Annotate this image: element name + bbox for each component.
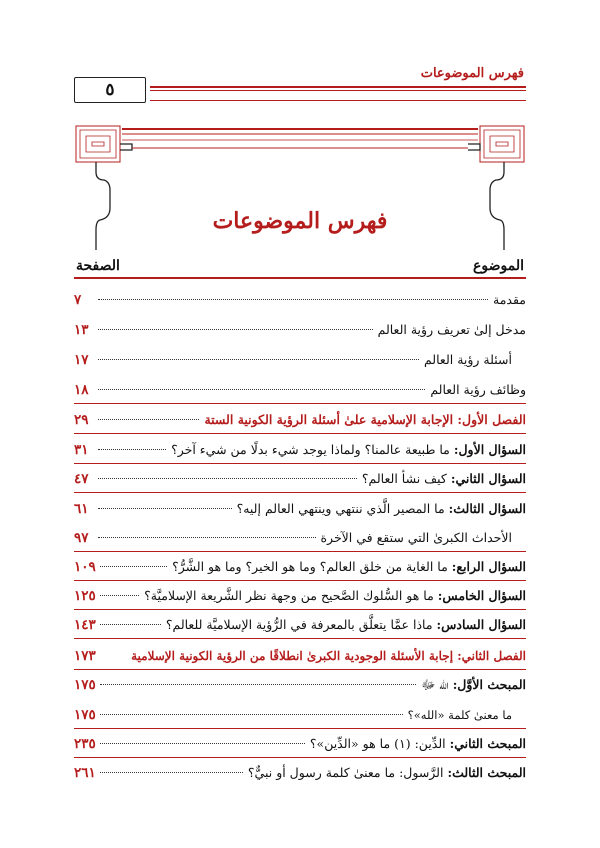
toc-entry-title: ما المصير الَّذي ننتهي وينتهي العالم إليه؟	[236, 501, 445, 516]
toc-entry[interactable]	[74, 615, 526, 635]
toc-entry-prefix: السؤال الأول:	[453, 442, 526, 457]
toc-entry-title: الدِّين: (١) ما هو «الدِّين»؟	[309, 736, 446, 751]
dot-leader	[98, 329, 373, 330]
toc-entry-text	[168, 440, 526, 460]
divider	[74, 551, 526, 552]
toc-entry-prefix: المبحث الأوَّل:	[452, 677, 526, 692]
divider	[74, 638, 526, 639]
toc-entry[interactable]	[74, 290, 526, 310]
dot-leader	[98, 478, 357, 479]
toc-entry-title: ما هو السُّلوك الصَّحيح من وجهة نظر الشَّريعة الإسلاميَّة؟	[144, 588, 434, 603]
dot-leader	[100, 566, 167, 567]
toc-entry-title: ماذا عمَّا يتعلَّق بالمعرفة في الرُّؤية الإسلاميَّة للعالم؟	[165, 617, 433, 632]
toc-entry[interactable]	[74, 705, 512, 725]
toc-entry-text	[163, 615, 526, 635]
dot-leader	[98, 359, 419, 360]
dot-leader	[98, 508, 232, 509]
dot-leader	[98, 449, 166, 450]
toc-entry-page: ١٣	[74, 322, 89, 338]
toc-entry-text	[169, 557, 526, 577]
toc-entry-text	[234, 499, 526, 519]
toc-entry[interactable]	[74, 320, 526, 340]
toc-entry[interactable]	[74, 557, 526, 577]
toc-entry-title: ما معنىٰ كلمة «الله»؟	[407, 708, 512, 722]
toc-entry-title: الرَّسول: ما معنىٰ كلمة رسول أو نبيٌّ؟	[247, 765, 444, 780]
toc-entry-page: ١٧٣	[74, 648, 96, 664]
toc-chapter[interactable]	[74, 410, 526, 430]
dot-leader	[98, 389, 425, 390]
toc-entry-prefix: السؤال الرابع:	[451, 559, 526, 574]
toc-entry-text	[245, 763, 526, 783]
column-header-topic: الموضوع	[473, 258, 524, 274]
toc-entry-page: ٦١	[74, 501, 89, 517]
toc-entry-page: ٢٣٥	[74, 736, 96, 752]
toc-entry[interactable]	[74, 499, 526, 519]
dot-leader	[98, 299, 488, 300]
toc-entry-page: ١٢٥	[74, 588, 96, 604]
toc-entry-page: ٣١	[74, 442, 89, 458]
dot-leader	[100, 684, 417, 685]
toc-entry-text	[307, 734, 526, 754]
toc-entry-page: ٤٧	[74, 471, 89, 487]
toc-entry-title: ما الغاية من خلق العالم؟ وما هو الخير؟ وما هو الشَّرُّ؟	[172, 559, 448, 574]
dot-leader	[100, 772, 243, 773]
dot-leader	[100, 595, 139, 596]
toc-entry[interactable]	[74, 734, 526, 754]
toc-entry-text	[418, 675, 526, 695]
toc-entry-page: ٢٩	[74, 412, 89, 428]
toc-entry-prefix: السؤال الثالث:	[448, 501, 526, 516]
toc-entry-prefix: المبحث الثاني:	[449, 736, 526, 751]
dot-leader	[100, 624, 161, 625]
toc-entry[interactable]	[74, 675, 526, 695]
divider	[74, 757, 526, 758]
toc-chapter[interactable]	[74, 646, 526, 666]
toc-entry-page: ١٧	[74, 352, 89, 368]
toc-entry-title: الفصل الأول: الإجابة الإسلامية علىٰ أسئلة الرؤية الكونية الستة	[204, 412, 526, 427]
toc-entry-text	[141, 586, 526, 606]
toc-entry-prefix: المبحث الثالث:	[447, 765, 526, 780]
divider	[74, 403, 526, 404]
toc-entry-title: الله ﷻ	[421, 677, 449, 692]
dot-leader	[100, 714, 403, 715]
toc-entry-title: مدخل إلىٰ تعريف رؤية العالم	[377, 322, 526, 337]
divider	[74, 669, 526, 670]
toc-entry[interactable]	[74, 469, 526, 489]
toc-entry-title: الأحداث الكبرىٰ التي ستقع في الآخرة	[320, 530, 512, 545]
toc-entry-page: ١٧٥	[74, 677, 96, 693]
section-title: فهرس الموضوعات	[212, 208, 388, 234]
toc-entry-title: ما طبيعة عالمنا؟ ولماذا يوجد شيء بدلًا من شيء آخر؟	[171, 442, 450, 457]
toc-entry[interactable]	[74, 380, 526, 400]
divider	[74, 463, 526, 464]
toc-entry-page: ١٧٥	[74, 707, 96, 723]
running-title: فهرس الموضوعات	[420, 66, 524, 81]
dot-leader	[100, 743, 305, 744]
toc-entry[interactable]	[74, 586, 526, 606]
divider	[74, 492, 526, 493]
toc-entry[interactable]	[74, 528, 512, 548]
toc-entry-page: ٩٧	[74, 530, 89, 546]
toc-entry-title: الفصل الثاني: إجابة الأسئلة الوجودية الكبرىٰ انطلاقًا من الرؤية الكونية الإسلامية	[131, 649, 526, 663]
dot-leader	[98, 537, 316, 538]
divider	[74, 609, 526, 610]
toc-entry-page: ٢٦١	[74, 765, 96, 781]
divider	[74, 580, 526, 581]
toc-entry-title: مقدمة	[493, 292, 526, 307]
toc-entry-title: كيف نشأ العالم؟	[361, 471, 447, 486]
column-rule	[74, 277, 526, 279]
toc-entry-page: ٧	[74, 292, 82, 308]
page-number: ٥	[74, 77, 146, 103]
toc-entry[interactable]	[74, 763, 526, 783]
toc-entry-page: ١٤٣	[74, 617, 96, 633]
toc-entry-prefix: السؤال الخامس:	[437, 588, 526, 603]
toc-entry-title: أسئلة رؤية العالم	[423, 352, 512, 367]
divider	[74, 433, 526, 434]
toc-entry[interactable]	[74, 350, 512, 370]
toc-entry[interactable]	[74, 440, 526, 460]
toc-entry-prefix: السؤال الثاني:	[450, 471, 526, 486]
toc-entry-prefix: السؤال السادس:	[436, 617, 526, 632]
dot-leader	[98, 419, 199, 420]
divider	[74, 728, 526, 729]
column-header-page: الصفحة	[76, 258, 120, 274]
toc-entry-text	[359, 469, 526, 489]
toc-entry-page: ١٨	[74, 382, 89, 398]
toc-entry-page: ١٠٩	[74, 559, 96, 575]
toc-entry-title: وظائف رؤية العالم	[430, 382, 526, 397]
